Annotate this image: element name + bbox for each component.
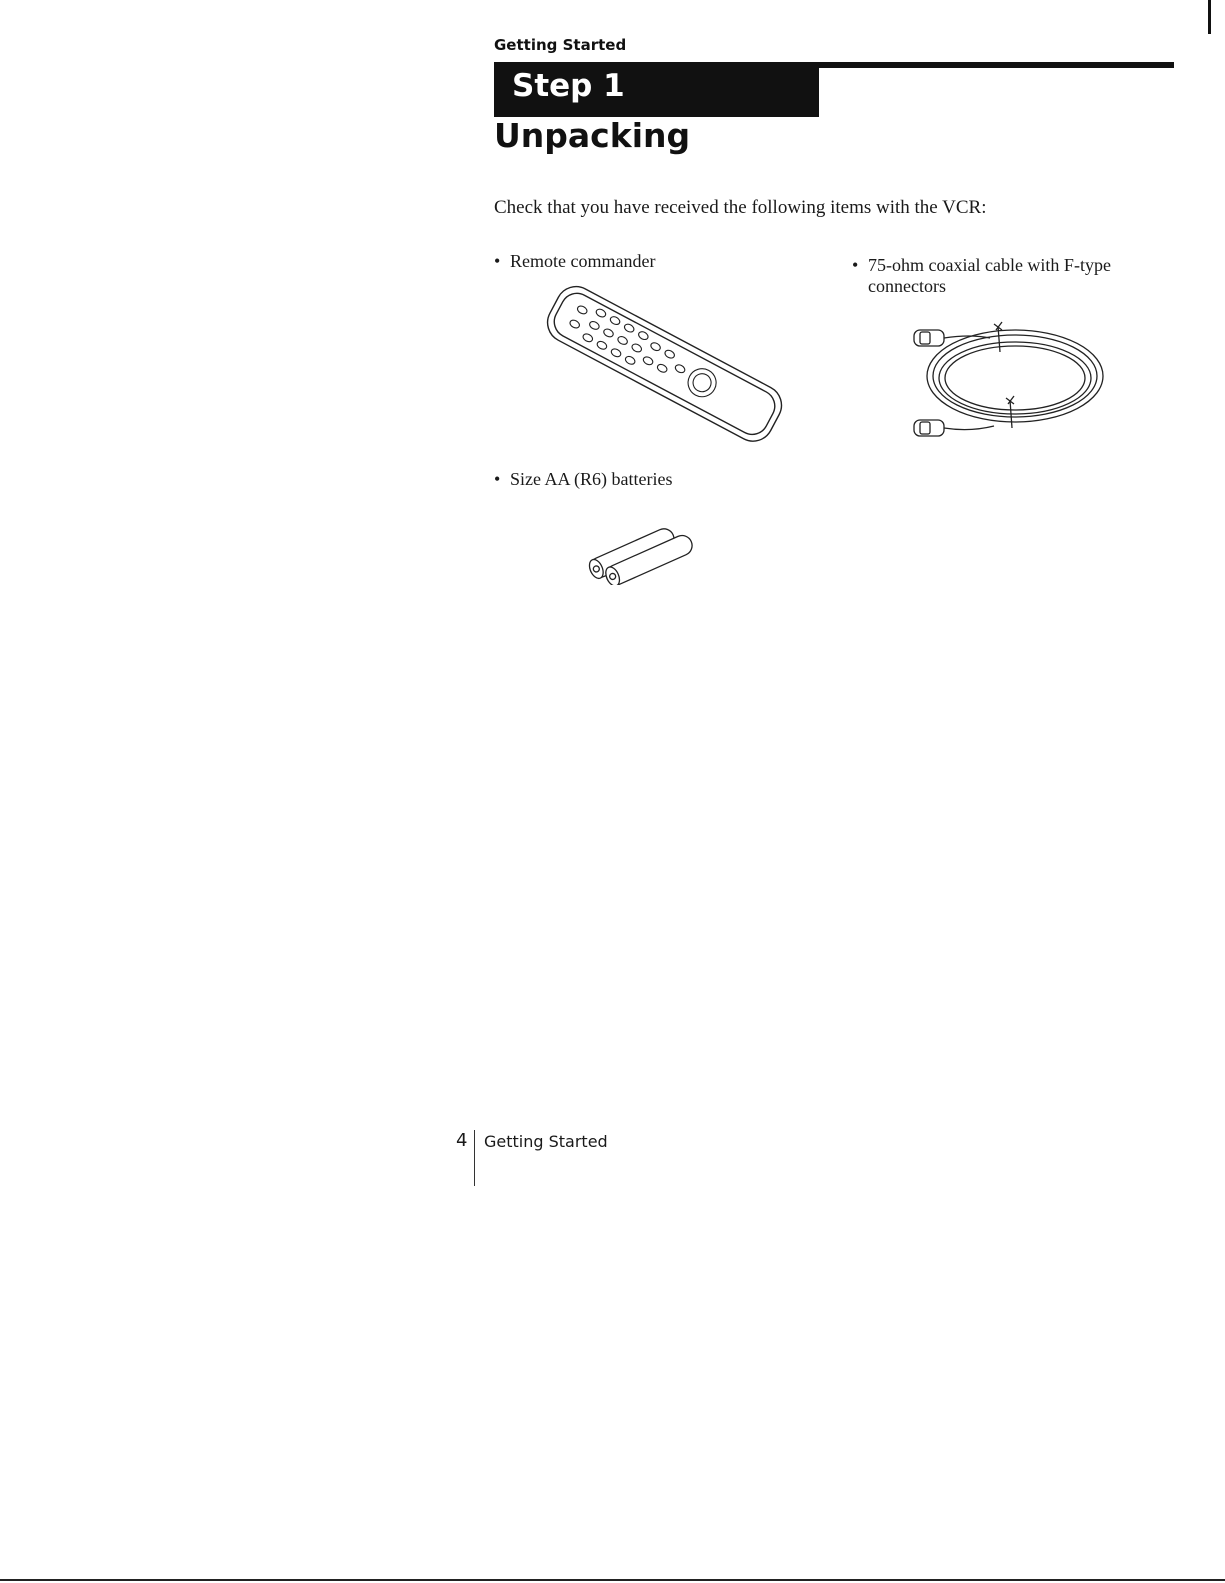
bottom-edge-rule [0, 1579, 1225, 1581]
page-title: Unpacking [494, 116, 691, 155]
bullet: • [494, 251, 501, 271]
aa-batteries-icon [580, 520, 710, 585]
page-number: 4 [456, 1130, 468, 1151]
item-label-continued: connectors [868, 276, 946, 296]
coaxial-cable-icon [910, 316, 1110, 446]
footer-divider [474, 1130, 475, 1186]
item-label: 75-ohm coaxial cable with F-type [868, 255, 1111, 275]
bullet: • [494, 469, 501, 489]
intro-text: Check that you have received the following items with the VCR: [494, 197, 987, 218]
step-number: Step 1 [512, 68, 625, 104]
crop-mark [1208, 0, 1211, 34]
item-label: Size AA (R6) batteries [510, 469, 673, 489]
list-item-batteries [494, 469, 672, 490]
item-label: Remote commander [510, 251, 656, 271]
remote-control-icon [545, 283, 785, 443]
bullet: • [852, 255, 859, 275]
list-item-coaxial-cable [852, 255, 1142, 297]
list-item-remote [494, 251, 655, 272]
section-label: Getting Started [494, 36, 627, 54]
footer-section-label: Getting Started [484, 1132, 608, 1151]
